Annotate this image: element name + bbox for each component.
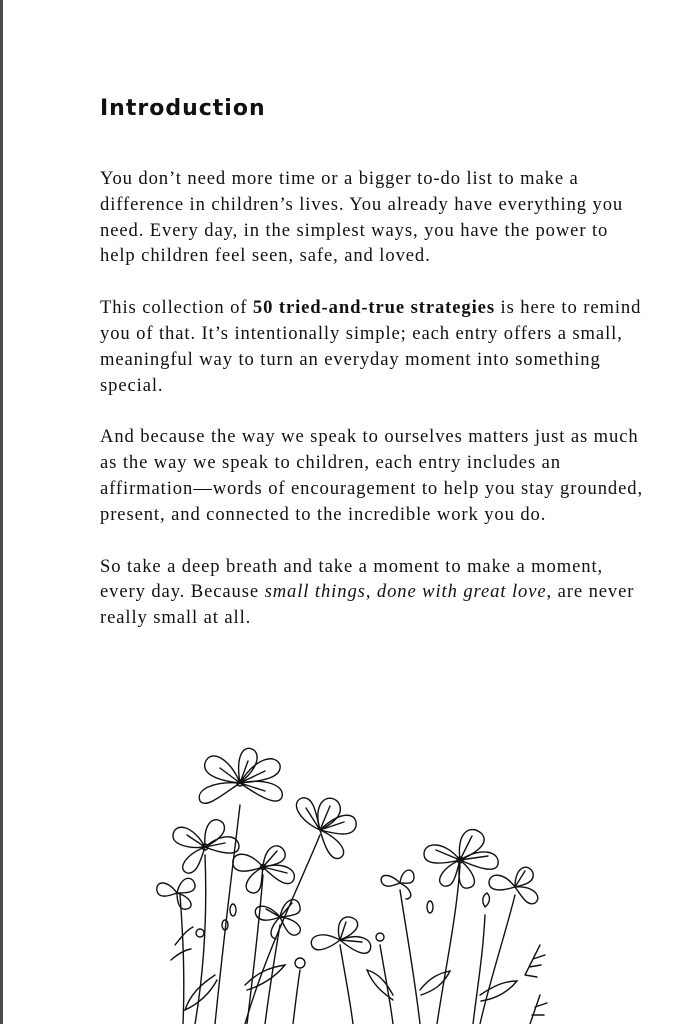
paragraph-2-text-start: This collection of (100, 297, 253, 319)
page-title: Introduction (100, 96, 266, 121)
document-page (100, 92, 645, 657)
paragraph-4-text-start: So take a deep breath and take a moment to make a moment, every day. Because (100, 555, 604, 603)
page-edge-rule (0, 0, 3, 1024)
paragraph-2 (100, 295, 645, 398)
paragraph-4 (100, 554, 645, 631)
wildflowers-illustration (145, 745, 565, 1024)
paragraph-4-text-end: , are never really small at all. (100, 581, 635, 629)
paragraph-1: You don’t need more time or a bigger to-do list to make a difference in children’s lives. You already have everything you need. Every day, in the simplest ways, you have the power to help children feel seen, safe, and loved. (100, 168, 624, 267)
strategies-highlight: 50 tried-and-true strategies (252, 297, 495, 319)
paragraph-2-text-end: is here to remind you of that. It’s intentionally simple; each entry offers a small, meaningful way to turn an everyday moment into something special. (100, 297, 642, 396)
paragraph-3: And because the way we speak to ourselves matters just as much as the way we speak to children, each entry includes an affirmation—words of encouragement to help you stay grounded, present, and connected to the incredible work you do. (100, 426, 644, 525)
emphasis-phrase: small things, done with great love (264, 581, 547, 603)
